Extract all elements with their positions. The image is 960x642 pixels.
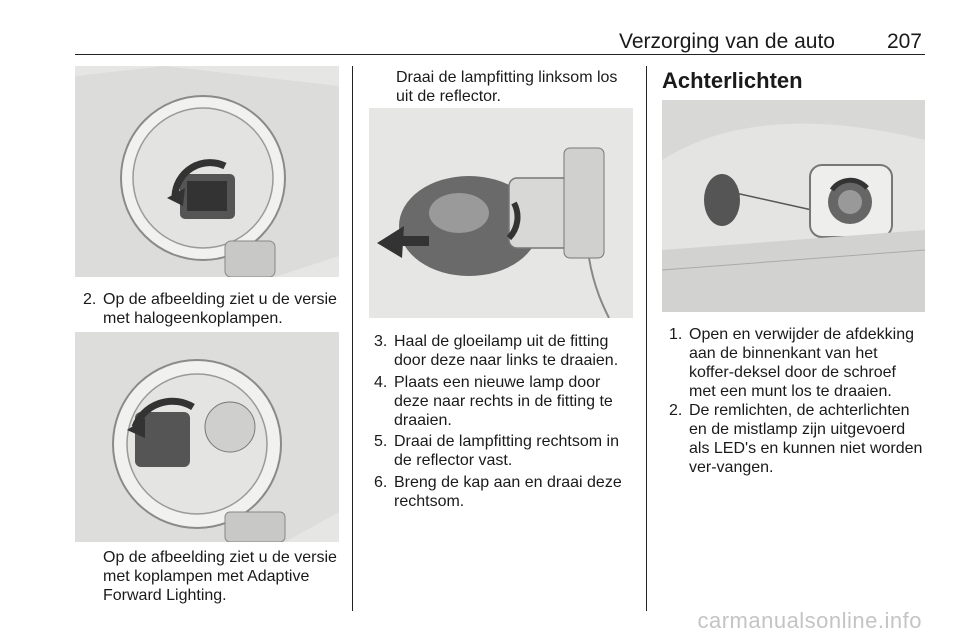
step-number: 5. [374,433,388,450]
step-number: 3. [374,333,388,350]
intro-text: Draai de lampfitting linksom los uit de reflector. [396,69,618,105]
step-number: 6. [374,474,388,491]
step-text: Draai de lampfitting rechtsom in de reflector vast. [394,433,619,469]
section-heading: Achterlichten [662,68,803,93]
step-text: Haal de gloeilamp uit de fitting door deze naar links te draaien. [394,333,619,369]
column-divider-2 [646,66,647,611]
header-rule [75,54,925,55]
step-number: 2. [83,291,97,308]
step-text: Op de afbeelding ziet u de versie met halogeenkoplampen. [103,291,337,327]
afl-caption: Op de afbeelding ziet u de versie met koplampen met Adaptive Forward Lighting. [103,549,337,604]
step-text: Breng de kap aan en draai deze rechtsom. [394,474,622,510]
step-number: 4. [374,374,388,391]
step-text: De remlichten, de achterlichten en de mistlamp zijn uitgevoerd als LED's en kunnen niet worden ver-vangen. [689,402,923,476]
afl-headlamp-illustration [75,332,339,542]
trunk-lid-illustration [662,100,925,312]
step-number: 2. [669,402,683,419]
bulb-removal-illustration [369,108,633,318]
header-title: Verzorging van de auto [619,30,835,53]
step-number: 1. [669,326,683,343]
watermark: carmanualsonline.info [697,608,922,633]
halogen-headlamp-illustration [75,66,339,277]
column-divider-1 [352,66,353,611]
page-number: 207 [886,30,922,53]
step-text: Plaats een nieuwe lamp door deze naar rechts in de fitting te draaien. [394,374,613,429]
step-text: Open en verwijder de afdekking aan de binnenkant van het koffer-deksel door de schroef met een munt los te draaien. [689,326,915,400]
